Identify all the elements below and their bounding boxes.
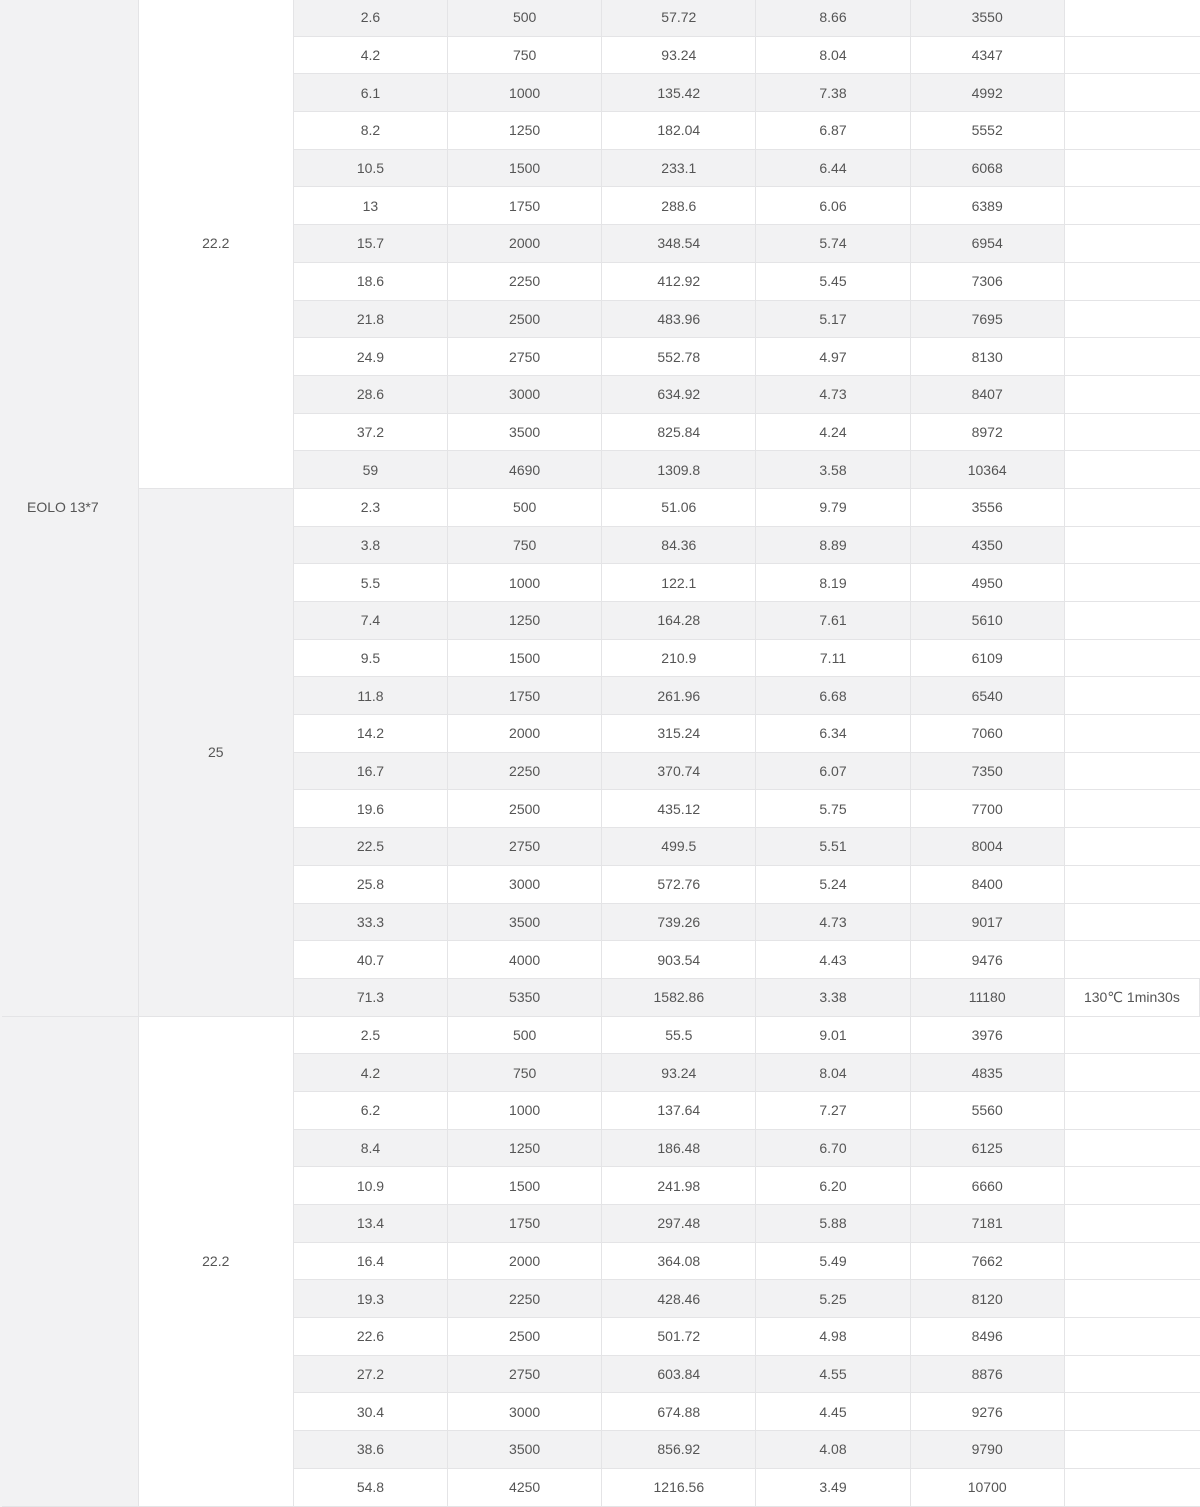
test-condition-cell [1064, 1242, 1199, 1280]
efficiency-cell: 5.45 [756, 262, 910, 300]
current-cell: 37.2 [293, 413, 447, 451]
throttle-cell: 2000 [448, 1242, 602, 1280]
efficiency-cell: 3.58 [756, 451, 910, 489]
rpm-cell: 8120 [910, 1280, 1064, 1318]
throttle-cell: 500 [448, 0, 602, 36]
power-cell: 93.24 [602, 1054, 756, 1092]
current-cell: 22.5 [293, 828, 447, 866]
throttle-cell: 1750 [448, 677, 602, 715]
current-cell: 2.5 [293, 1016, 447, 1054]
rpm-cell: 8876 [910, 1355, 1064, 1393]
rpm-cell: 5552 [910, 112, 1064, 150]
power-cell: 501.72 [602, 1318, 756, 1356]
efficiency-cell: 6.07 [756, 752, 910, 790]
voltage-cell: 22.2 [138, 0, 293, 488]
efficiency-cell: 7.61 [756, 602, 910, 640]
throttle-cell: 1250 [448, 602, 602, 640]
power-cell: 261.96 [602, 677, 756, 715]
test-condition-cell [1064, 903, 1199, 941]
efficiency-cell: 4.24 [756, 413, 910, 451]
throttle-cell: 3000 [448, 1393, 602, 1431]
power-cell: 93.24 [602, 36, 756, 74]
throttle-cell: 750 [448, 1054, 602, 1092]
throttle-cell: 2750 [448, 1355, 602, 1393]
throttle-cell: 4000 [448, 941, 602, 979]
rpm-cell: 5610 [910, 602, 1064, 640]
test-condition-cell [1064, 1054, 1199, 1092]
current-cell: 30.4 [293, 1393, 447, 1431]
rpm-cell: 9017 [910, 903, 1064, 941]
current-cell: 4.2 [293, 36, 447, 74]
current-cell: 59 [293, 451, 447, 489]
test-condition-cell [1064, 715, 1199, 753]
efficiency-cell: 9.01 [756, 1016, 910, 1054]
current-cell: 13 [293, 187, 447, 225]
current-cell: 2.6 [293, 0, 447, 36]
test-condition-cell [1064, 1129, 1199, 1167]
throttle-cell: 1250 [448, 112, 602, 150]
rpm-cell: 7060 [910, 715, 1064, 753]
test-condition-cell [1064, 0, 1199, 36]
throttle-cell: 2500 [448, 300, 602, 338]
throttle-cell: 2250 [448, 752, 602, 790]
rpm-cell: 8004 [910, 828, 1064, 866]
efficiency-cell: 6.34 [756, 715, 910, 753]
test-condition-cell [1064, 1431, 1199, 1469]
power-cell: 241.98 [602, 1167, 756, 1205]
throttle-cell: 2000 [448, 225, 602, 263]
rpm-cell: 6540 [910, 677, 1064, 715]
current-cell: 7.4 [293, 602, 447, 640]
test-condition-cell [1064, 187, 1199, 225]
test-condition-cell [1064, 262, 1199, 300]
efficiency-cell: 8.04 [756, 36, 910, 74]
current-cell: 16.7 [293, 752, 447, 790]
table-row [1, 1016, 1200, 1054]
efficiency-cell: 5.51 [756, 828, 910, 866]
test-condition-cell [1064, 74, 1199, 112]
current-cell: 10.9 [293, 1167, 447, 1205]
efficiency-cell: 8.19 [756, 564, 910, 602]
test-condition-cell [1064, 1091, 1199, 1129]
efficiency-cell: 4.98 [756, 1318, 910, 1356]
current-cell: 11.8 [293, 677, 447, 715]
efficiency-cell: 6.06 [756, 187, 910, 225]
current-cell: 24.9 [293, 338, 447, 376]
efficiency-cell: 3.38 [756, 978, 910, 1016]
efficiency-cell: 6.20 [756, 1167, 910, 1205]
rpm-cell: 4350 [910, 526, 1064, 564]
model-cell [1, 1016, 138, 1506]
power-cell: 364.08 [602, 1242, 756, 1280]
current-cell: 10.5 [293, 149, 447, 187]
rpm-cell: 11180 [910, 978, 1064, 1016]
throttle-cell: 500 [448, 488, 602, 526]
efficiency-cell: 4.43 [756, 941, 910, 979]
test-condition-cell [1064, 413, 1199, 451]
efficiency-cell: 5.49 [756, 1242, 910, 1280]
throttle-cell: 3500 [448, 1431, 602, 1469]
rpm-cell: 6068 [910, 149, 1064, 187]
efficiency-cell: 6.70 [756, 1129, 910, 1167]
current-cell: 13.4 [293, 1205, 447, 1243]
throttle-cell: 5350 [448, 978, 602, 1016]
rpm-cell: 4835 [910, 1054, 1064, 1092]
power-cell: 315.24 [602, 715, 756, 753]
efficiency-cell: 5.24 [756, 865, 910, 903]
test-condition-cell [1064, 225, 1199, 263]
test-condition-cell [1064, 36, 1199, 74]
efficiency-cell: 4.73 [756, 903, 910, 941]
test-condition-cell: 130℃ 1min30s [1064, 978, 1199, 1016]
model-cell: EOLO 13*7 [1, 0, 138, 1016]
test-condition-cell [1064, 1393, 1199, 1431]
current-cell: 6.2 [293, 1091, 447, 1129]
power-cell: 499.5 [602, 828, 756, 866]
current-cell: 22.6 [293, 1318, 447, 1356]
power-cell: 903.54 [602, 941, 756, 979]
rpm-cell: 8496 [910, 1318, 1064, 1356]
throttle-cell: 2750 [448, 338, 602, 376]
test-condition-cell [1064, 149, 1199, 187]
efficiency-cell: 3.49 [756, 1468, 910, 1506]
power-cell: 634.92 [602, 375, 756, 413]
efficiency-cell: 8.66 [756, 0, 910, 36]
throttle-cell: 1000 [448, 74, 602, 112]
current-cell: 28.6 [293, 375, 447, 413]
rpm-cell: 9476 [910, 941, 1064, 979]
test-condition-cell [1064, 752, 1199, 790]
throttle-cell: 3000 [448, 865, 602, 903]
current-cell: 71.3 [293, 978, 447, 1016]
power-cell: 137.64 [602, 1091, 756, 1129]
test-condition-cell [1064, 1468, 1199, 1506]
throttle-cell: 1500 [448, 149, 602, 187]
power-cell: 825.84 [602, 413, 756, 451]
throttle-cell: 4250 [448, 1468, 602, 1506]
power-cell: 1582.86 [602, 978, 756, 1016]
current-cell: 2.3 [293, 488, 447, 526]
power-cell: 1309.8 [602, 451, 756, 489]
test-condition-cell [1064, 488, 1199, 526]
power-cell: 572.76 [602, 865, 756, 903]
throttle-cell: 2250 [448, 262, 602, 300]
efficiency-cell: 4.45 [756, 1393, 910, 1431]
rpm-cell: 3976 [910, 1016, 1064, 1054]
current-cell: 14.2 [293, 715, 447, 753]
throttle-cell: 2500 [448, 790, 602, 828]
throttle-cell: 2250 [448, 1280, 602, 1318]
throttle-cell: 1250 [448, 1129, 602, 1167]
current-cell: 27.2 [293, 1355, 447, 1393]
throttle-cell: 3500 [448, 413, 602, 451]
efficiency-cell: 9.79 [756, 488, 910, 526]
power-cell: 483.96 [602, 300, 756, 338]
rpm-cell: 4347 [910, 36, 1064, 74]
power-cell: 55.5 [602, 1016, 756, 1054]
current-cell: 19.3 [293, 1280, 447, 1318]
rpm-cell: 6109 [910, 639, 1064, 677]
test-condition-cell [1064, 1016, 1199, 1054]
throttle-cell: 1500 [448, 1167, 602, 1205]
rpm-cell: 5560 [910, 1091, 1064, 1129]
power-cell: 412.92 [602, 262, 756, 300]
power-cell: 135.42 [602, 74, 756, 112]
power-cell: 603.84 [602, 1355, 756, 1393]
current-cell: 9.5 [293, 639, 447, 677]
efficiency-cell: 5.88 [756, 1205, 910, 1243]
throttle-cell: 1000 [448, 564, 602, 602]
test-condition-cell [1064, 1280, 1199, 1318]
rpm-cell: 7350 [910, 752, 1064, 790]
throttle-cell: 750 [448, 526, 602, 564]
throttle-cell: 1500 [448, 639, 602, 677]
power-cell: 233.1 [602, 149, 756, 187]
test-condition-cell [1064, 1318, 1199, 1356]
test-condition-cell [1064, 639, 1199, 677]
rpm-cell: 8972 [910, 413, 1064, 451]
throttle-cell: 4690 [448, 451, 602, 489]
power-cell: 674.88 [602, 1393, 756, 1431]
current-cell: 19.6 [293, 790, 447, 828]
efficiency-cell: 4.73 [756, 375, 910, 413]
test-condition-cell [1064, 941, 1199, 979]
efficiency-cell: 6.44 [756, 149, 910, 187]
throttle-cell: 2000 [448, 715, 602, 753]
power-cell: 210.9 [602, 639, 756, 677]
test-condition-cell [1064, 300, 1199, 338]
rpm-cell: 8407 [910, 375, 1064, 413]
efficiency-cell: 5.17 [756, 300, 910, 338]
efficiency-cell: 4.08 [756, 1431, 910, 1469]
efficiency-cell: 8.89 [756, 526, 910, 564]
voltage-cell: 25 [138, 488, 293, 1016]
rpm-cell: 4950 [910, 564, 1064, 602]
rpm-cell: 6389 [910, 187, 1064, 225]
throttle-cell: 750 [448, 36, 602, 74]
power-cell: 348.54 [602, 225, 756, 263]
current-cell: 40.7 [293, 941, 447, 979]
current-cell: 16.4 [293, 1242, 447, 1280]
rpm-cell: 8400 [910, 865, 1064, 903]
throttle-cell: 3500 [448, 903, 602, 941]
rpm-cell: 7662 [910, 1242, 1064, 1280]
power-cell: 164.28 [602, 602, 756, 640]
test-condition-cell [1064, 1205, 1199, 1243]
rpm-cell: 7181 [910, 1205, 1064, 1243]
throttle-cell: 1750 [448, 187, 602, 225]
test-condition-cell [1064, 1355, 1199, 1393]
throttle-cell: 2750 [448, 828, 602, 866]
current-cell: 15.7 [293, 225, 447, 263]
current-cell: 33.3 [293, 903, 447, 941]
test-condition-cell [1064, 602, 1199, 640]
power-cell: 57.72 [602, 0, 756, 36]
efficiency-cell: 5.75 [756, 790, 910, 828]
rpm-cell: 4992 [910, 74, 1064, 112]
power-cell: 552.78 [602, 338, 756, 376]
current-cell: 38.6 [293, 1431, 447, 1469]
test-condition-cell [1064, 451, 1199, 489]
efficiency-cell: 7.38 [756, 74, 910, 112]
rpm-cell: 3556 [910, 488, 1064, 526]
efficiency-cell: 8.04 [756, 1054, 910, 1092]
throttle-cell: 2500 [448, 1318, 602, 1356]
test-condition-cell [1064, 375, 1199, 413]
voltage-cell: 22.2 [138, 1016, 293, 1506]
efficiency-cell: 7.11 [756, 639, 910, 677]
current-cell: 18.6 [293, 262, 447, 300]
throttle-cell: 1000 [448, 1091, 602, 1129]
rpm-cell: 7695 [910, 300, 1064, 338]
test-condition-cell [1064, 112, 1199, 150]
throttle-cell: 500 [448, 1016, 602, 1054]
table-row [1, 488, 1200, 526]
rpm-cell: 6954 [910, 225, 1064, 263]
current-cell: 21.8 [293, 300, 447, 338]
efficiency-cell: 4.55 [756, 1355, 910, 1393]
throttle-cell: 3000 [448, 375, 602, 413]
test-condition-cell [1064, 1167, 1199, 1205]
test-condition-cell [1064, 338, 1199, 376]
test-condition-cell [1064, 828, 1199, 866]
rpm-cell: 7700 [910, 790, 1064, 828]
power-cell: 182.04 [602, 112, 756, 150]
rpm-cell: 7306 [910, 262, 1064, 300]
current-cell: 6.1 [293, 74, 447, 112]
test-condition-cell [1064, 526, 1199, 564]
power-cell: 186.48 [602, 1129, 756, 1167]
rpm-cell: 6660 [910, 1167, 1064, 1205]
power-cell: 739.26 [602, 903, 756, 941]
test-condition-cell [1064, 865, 1199, 903]
power-cell: 1216.56 [602, 1468, 756, 1506]
table-row [1, 0, 1200, 36]
test-condition-cell [1064, 677, 1199, 715]
rpm-cell: 3550 [910, 0, 1064, 36]
rpm-cell: 10364 [910, 451, 1064, 489]
test-condition-cell [1064, 564, 1199, 602]
spec-table-body [1, 0, 1200, 1506]
efficiency-cell: 6.68 [756, 677, 910, 715]
efficiency-cell: 7.27 [756, 1091, 910, 1129]
efficiency-cell: 5.74 [756, 225, 910, 263]
rpm-cell: 8130 [910, 338, 1064, 376]
current-cell: 25.8 [293, 865, 447, 903]
power-cell: 435.12 [602, 790, 756, 828]
efficiency-cell: 5.25 [756, 1280, 910, 1318]
power-cell: 428.46 [602, 1280, 756, 1318]
power-cell: 51.06 [602, 488, 756, 526]
power-cell: 84.36 [602, 526, 756, 564]
current-cell: 5.5 [293, 564, 447, 602]
test-condition-cell [1064, 790, 1199, 828]
efficiency-cell: 4.97 [756, 338, 910, 376]
rpm-cell: 9790 [910, 1431, 1064, 1469]
power-cell: 856.92 [602, 1431, 756, 1469]
power-cell: 297.48 [602, 1205, 756, 1243]
current-cell: 54.8 [293, 1468, 447, 1506]
current-cell: 4.2 [293, 1054, 447, 1092]
rpm-cell: 9276 [910, 1393, 1064, 1431]
current-cell: 3.8 [293, 526, 447, 564]
current-cell: 8.2 [293, 112, 447, 150]
power-cell: 122.1 [602, 564, 756, 602]
rpm-cell: 10700 [910, 1468, 1064, 1506]
power-cell: 370.74 [602, 752, 756, 790]
throttle-cell: 1750 [448, 1205, 602, 1243]
rpm-cell: 6125 [910, 1129, 1064, 1167]
power-cell: 288.6 [602, 187, 756, 225]
efficiency-cell: 6.87 [756, 112, 910, 150]
current-cell: 8.4 [293, 1129, 447, 1167]
